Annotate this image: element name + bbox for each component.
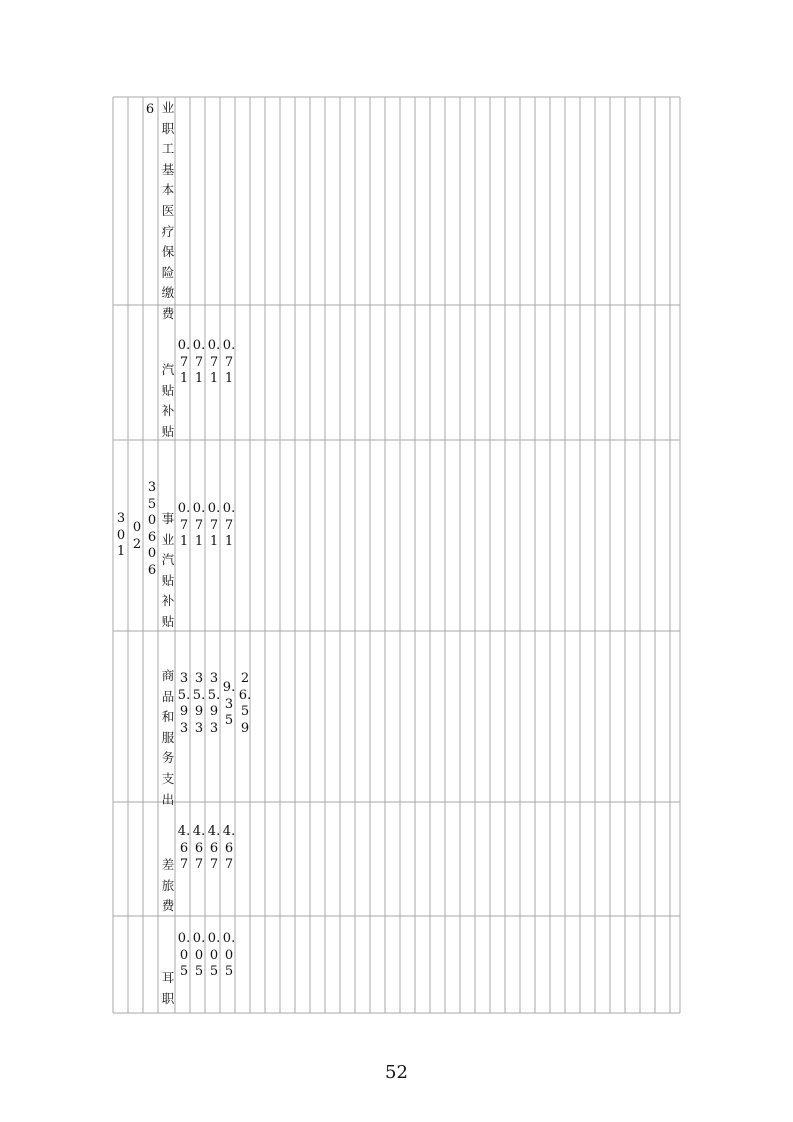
band3-section-code: 02 xyxy=(132,520,142,552)
band4-item-name: 商品和服务支出 xyxy=(161,668,175,807)
band3-value-4: 0.71 xyxy=(222,501,236,549)
band4-value-2: 35.93 xyxy=(192,671,206,736)
band3-value-1: 0.71 xyxy=(177,501,191,549)
band4-value-4: 9.35 xyxy=(222,680,236,728)
band6-value-1: 0.05 xyxy=(177,931,191,979)
page-number: 52 xyxy=(385,1062,408,1083)
band3-unit-code: 350606 xyxy=(147,480,157,578)
band1-code: 6 xyxy=(145,102,155,117)
band2-item-name: 汽贴补贴 xyxy=(161,362,175,439)
band5-value-1: 4.67 xyxy=(177,824,191,872)
band5-item-name: 差旅费 xyxy=(161,857,175,914)
band6-item-name: 耳职 xyxy=(161,970,175,1006)
band1-item-name: 业职工基本医疗保险缴费 xyxy=(161,100,175,321)
band4-value-5: 26.59 xyxy=(238,671,252,736)
band5-value-2: 4.67 xyxy=(192,824,206,872)
band3-value-2: 0.71 xyxy=(192,501,206,549)
band6-value-4: 0.05 xyxy=(222,931,236,979)
band5-value-3: 4.67 xyxy=(207,824,221,872)
band4-value-1: 35.93 xyxy=(177,671,191,736)
band2-value-1: 0.71 xyxy=(177,338,191,386)
band3-item-name: 事业汽贴补贴 xyxy=(161,511,175,629)
band3-value-3: 0.71 xyxy=(207,501,221,549)
band2-value-2: 0.71 xyxy=(192,338,206,386)
band2-value-4: 0.71 xyxy=(222,338,236,386)
band4-value-3: 35.93 xyxy=(207,671,221,736)
band6-value-2: 0.05 xyxy=(192,931,206,979)
band6-value-3: 0.05 xyxy=(207,931,221,979)
band3-class-code: 301 xyxy=(116,511,126,559)
band5-value-4: 4.67 xyxy=(222,824,236,872)
band2-value-3: 0.71 xyxy=(207,338,221,386)
